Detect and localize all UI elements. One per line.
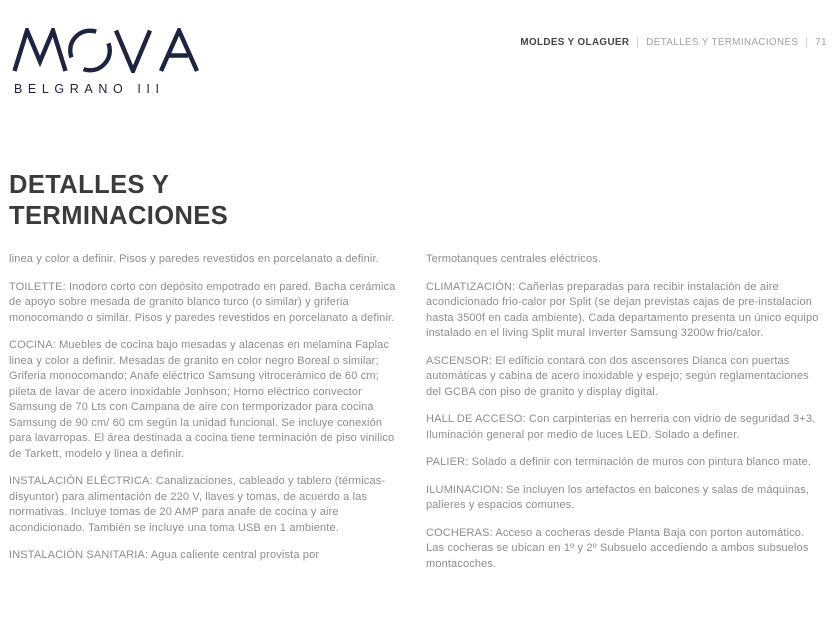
- paragraph-climatizacion: CLIMATIZACIÓN: Cañerias preparadas para recibir instalación de aire acondicionado frio-calor por Split (se dejan previstas cajas de pre-instalacion hasta 3500f en cada ambiente). Cada departamento presenta un único equipo instalado en el living Split mural Inverter Samsung 3200w frio/calor.: [426, 280, 819, 339]
- paragraph-hall-de-acceso: HALL DE ACCESO: Con carpinterias en herreria con vidrio de seguridad 3+3. Iluminación general por medio de luces LED. Solado a definer.: [426, 413, 816, 441]
- project-name: MOLDES Y OLAGUER: [520, 37, 630, 48]
- paragraph-palier: PALIER: Solado a definir con terminación de muros con pintura blanco mate.: [426, 456, 812, 468]
- page-title: DETALLES Y TERMINACIONES: [9, 171, 229, 230]
- paragraph-toilette: TOILETTE: Inodoro corto con depósito empotrado en pared. Bacha cerámica de apoyo sobre mesada de granito blanco turco (o similar) y griferia monocomando o similar. Pisos y paredes revestidos en porcelanato a definir.: [9, 280, 396, 324]
- paragraph-continuation: linea y color a definir. Pisos y paredes revestidos en porcelanato a definir.: [9, 253, 379, 265]
- paragraph-iluminacion: ILUMINACION: Se incluyen los artefactos en balcones y salas de máquinas, palieres y espacios comunes.: [426, 483, 810, 511]
- brand-subtitle: BELGRANO III: [14, 82, 165, 96]
- paragraph-ascensor: ASCENSOR: El edificio contará con dos ascensores Dianca con puertas automáticas y cabina de acero inoxidable y espejo; según reglamentaciones del GCBA con piso de granito y display digital.: [426, 354, 809, 398]
- page-number: 71: [815, 37, 827, 48]
- breadcrumb-separator: |: [805, 37, 809, 48]
- paragraph-instalacion-sanitaria: INSTALACIÓN SANITARIA: Agua caliente central provista por: [9, 549, 320, 561]
- column-left: [9, 252, 406, 584]
- content-columns: [9, 252, 823, 584]
- paragraph-cocina: COCINA: Muebles de cocina bajo mesadas y alacenas en melamina Faplac linea y color a definir. Mesadas de granito en color negro Boreal o similar; Griferia monocomando; Anafe eléctrico Samsung vitrocerámico de 60 cm; pileta de lavar de acero inoxidable Jonhson; Horno eléctrico convector Samsung de 70 Lts con Campana de aire con termporizador para cocina Samsung de 90 cm/ 60 cm según la unidad funcional. Se incluye conexión para lavarropas. El área destinada a cocina tiene terminación de piso vinilico de Tarkett, modelo y linea a definir.: [9, 339, 395, 460]
- column-right: [426, 252, 823, 584]
- breadcrumb-separator: |: [636, 37, 640, 48]
- brand-logo: [12, 28, 212, 96]
- section-name: DETALLES Y TERMINACIONES: [646, 37, 799, 48]
- mova-wordmark-icon: [12, 28, 207, 73]
- paragraph-instalacion-electrica: INSTALACIÓN ELÉCTRICA: Canalizaciones, cableado y tablero (térmicas-disyuntor) para alimentación de 220 V, llaves y tomas, de acuerdo a las normativas. Incluye tomas de 20 AMP para anafe de cocina y aire acondicionado. También se incluye una toma USB en 1 ambiente.: [9, 475, 386, 534]
- header-breadcrumb: [520, 37, 827, 48]
- paragraph-cocheras: COCHERAS: Acceso a cocheras desde Planta Baja con porton automático. Las cocheras se ubican en 1º y 2º Subsuelo accediendo a ambos subsuelos montacoches.: [426, 526, 809, 570]
- paragraph-termotanques: Termotanques centrales eléctricos.: [426, 253, 602, 265]
